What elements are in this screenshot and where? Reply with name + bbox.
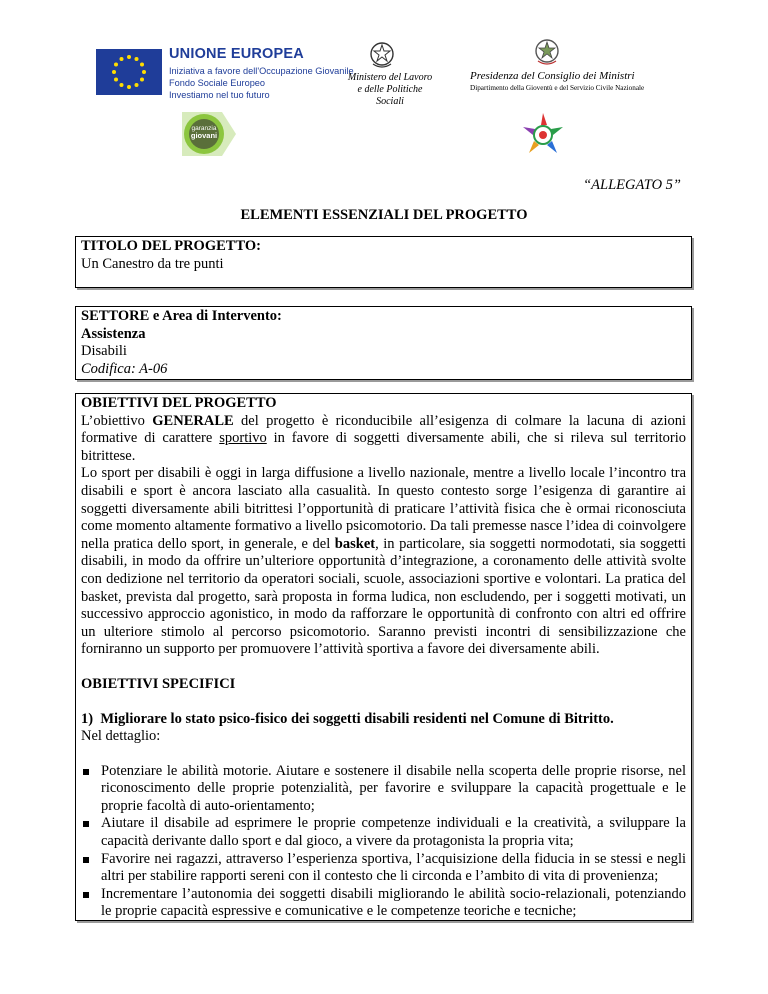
list-item-text: Favorire nei ragazzi, attraverso l’esperienza sportiva, l’acquisizione della fiducia in se stessi e negli altri per stabilire rapporti sereni con il contesto che li circonda e l’ambito di vita di provenienza;: [101, 850, 686, 885]
garanzia-label: garanzia: [191, 125, 217, 132]
square-bullet-icon: [83, 769, 89, 775]
ministero-line: Ministero del Lavoro: [347, 72, 433, 83]
dettaglio-list: [81, 763, 686, 921]
square-bullet-icon: [83, 892, 89, 898]
text-span-underline: sportivo: [219, 430, 267, 447]
text-span: del progetto è riconducibile all’esigenza di colmare la lacuna di azioni formative di carattere: [81, 412, 686, 447]
text-span-bold: basket: [334, 535, 376, 552]
item-number: 1): [81, 710, 94, 727]
text-span: , in particolare, sia soggetti normodotati, sia soggetti disabili, in modo da offrire un’ulteriore opportunità d’integrazione, a coronamento delle attività svolte con dedizione nel territorio da operatori sociali, scuole, associazioni sportive e volontari. La pratica del basket, prevista dal progetto, sarà proposta in forma ludica, non escludendo, per i soggetti motivati, un successivo approccio agonistico, in modo da rafforzare le opportunità di confronto con altri ed offrire un ulteriore stimolo al percorso psicomotorio. Saranno previsti incontri di sensibilizzazione che forniranno un supporto per promuovere l’attività sportiva a favore dei diversamente abili.: [81, 535, 686, 658]
eu-flag-logo: [96, 49, 162, 95]
eu-line: Fondo Sociale Europeo: [169, 78, 266, 88]
obiettivi-paragraph-2: [81, 465, 686, 659]
titolo-value: Un Canestro da tre punti: [81, 255, 224, 272]
eu-line: Iniziativa a favore dell'Occupazione Giovanile: [169, 66, 354, 76]
titolo-box: [75, 236, 692, 288]
list-item: [81, 851, 686, 886]
nel-dettaglio-label: Nel dettaglio:: [81, 728, 161, 745]
settore-box: [75, 306, 692, 380]
list-item-text: Incrementare l’autonomia dei soggetti disabili migliorando le abilità socio-relazionali, potenziando le proprie capacità espressive e comunicative e le competenze teoriche e tecniche;: [101, 885, 686, 920]
settore-value: Assistenza: [81, 325, 146, 342]
list-item: [81, 886, 686, 921]
square-bullet-icon: [83, 821, 89, 827]
obiettivi-box: [75, 393, 692, 921]
eu-line: Investiamo nel tuo futuro: [169, 90, 270, 100]
obiettivi-paragraph-1: [81, 413, 686, 466]
text-span: Lo sport per disabili è oggi in larga diffusione a livello nazionale, mentre a livello locale l’incontro tra disabili e sport è ancora lasciato alla casualità. In questo contesto sorge l’esigenza di garantire ai soggetti diversamente abili bitrittesi l’opportunità di praticare l’attività fisica che è ormai riconosciuta come momento altamente formativo a livello psicomotorio. Da tali premesse nasce l’idea di coinvolgere nella pratica dello sport, in generale, e del: [81, 465, 686, 552]
eu-stars-icon: [96, 49, 162, 95]
specifico-item-1: [81, 711, 686, 729]
text-span-bold: GENERALE: [152, 412, 234, 429]
codifica-value: Codifica: A-06: [81, 360, 168, 377]
settore-heading: SETTORE e Area di Intervento:: [81, 308, 282, 324]
presidenza-consiglio-text: Presidenza del Consiglio dei Ministri: [470, 70, 635, 82]
titolo-heading: TITOLO DEL PROGETTO:: [81, 238, 261, 254]
list-item: [81, 763, 686, 816]
area-value: Disabili: [81, 343, 127, 360]
italian-emblem-icon: [369, 40, 395, 70]
document-title: ELEMENTI ESSENZIALI DEL PROGETTO: [240, 207, 528, 223]
servizio-civile-stars-logo: [519, 111, 567, 159]
garanzia-giovani-logo: [176, 108, 240, 160]
ministero-line: e delle Politiche Sociali: [357, 84, 423, 107]
square-bullet-icon: [83, 857, 89, 863]
item-title: Migliorare lo stato psico-fisico dei soggetti disabili residenti nel Comune di Bitritto.: [100, 710, 614, 727]
dipartimento-text: Dipartimento della Gioventù e del Servizio Civile Nazionale: [470, 84, 645, 92]
obiettivi-specifici-heading: OBIETTIVI SPECIFICI: [81, 675, 236, 692]
text-span: in favore di soggetti diversamente abili, che si rileva sul territorio bitrittese.: [81, 430, 686, 464]
list-item-text: Potenziare le abilità motorie. Aiutare e sostenere il disabile nella scoperta delle proprie risorse, nel riconoscimento delle proprie potenzialità, per favorire e sviluppare la capacità progettuale e le proprie facoltà di auto-orientamento;: [101, 762, 686, 814]
text-span: L’obiettivo: [81, 412, 153, 429]
giovani-label: giovani: [190, 131, 218, 140]
ministero-lavoro-logo-text: [344, 72, 436, 108]
list-item-text: Aiutare il disabile ad esprimere le proprie competenze individuali e la creatività, a sviluppare la capacità derivante dallo sport e dal gioco, a vivere da protagonista la propria vita;: [101, 815, 686, 850]
italian-emblem-icon: [533, 37, 561, 67]
list-item: [81, 815, 686, 850]
allegato-label: “ALLEGATO 5”: [583, 177, 681, 193]
obiettivi-heading: OBIETTIVI DEL PROGETTO: [81, 395, 277, 411]
eu-title: UNIONE EUROPEA: [169, 46, 304, 62]
